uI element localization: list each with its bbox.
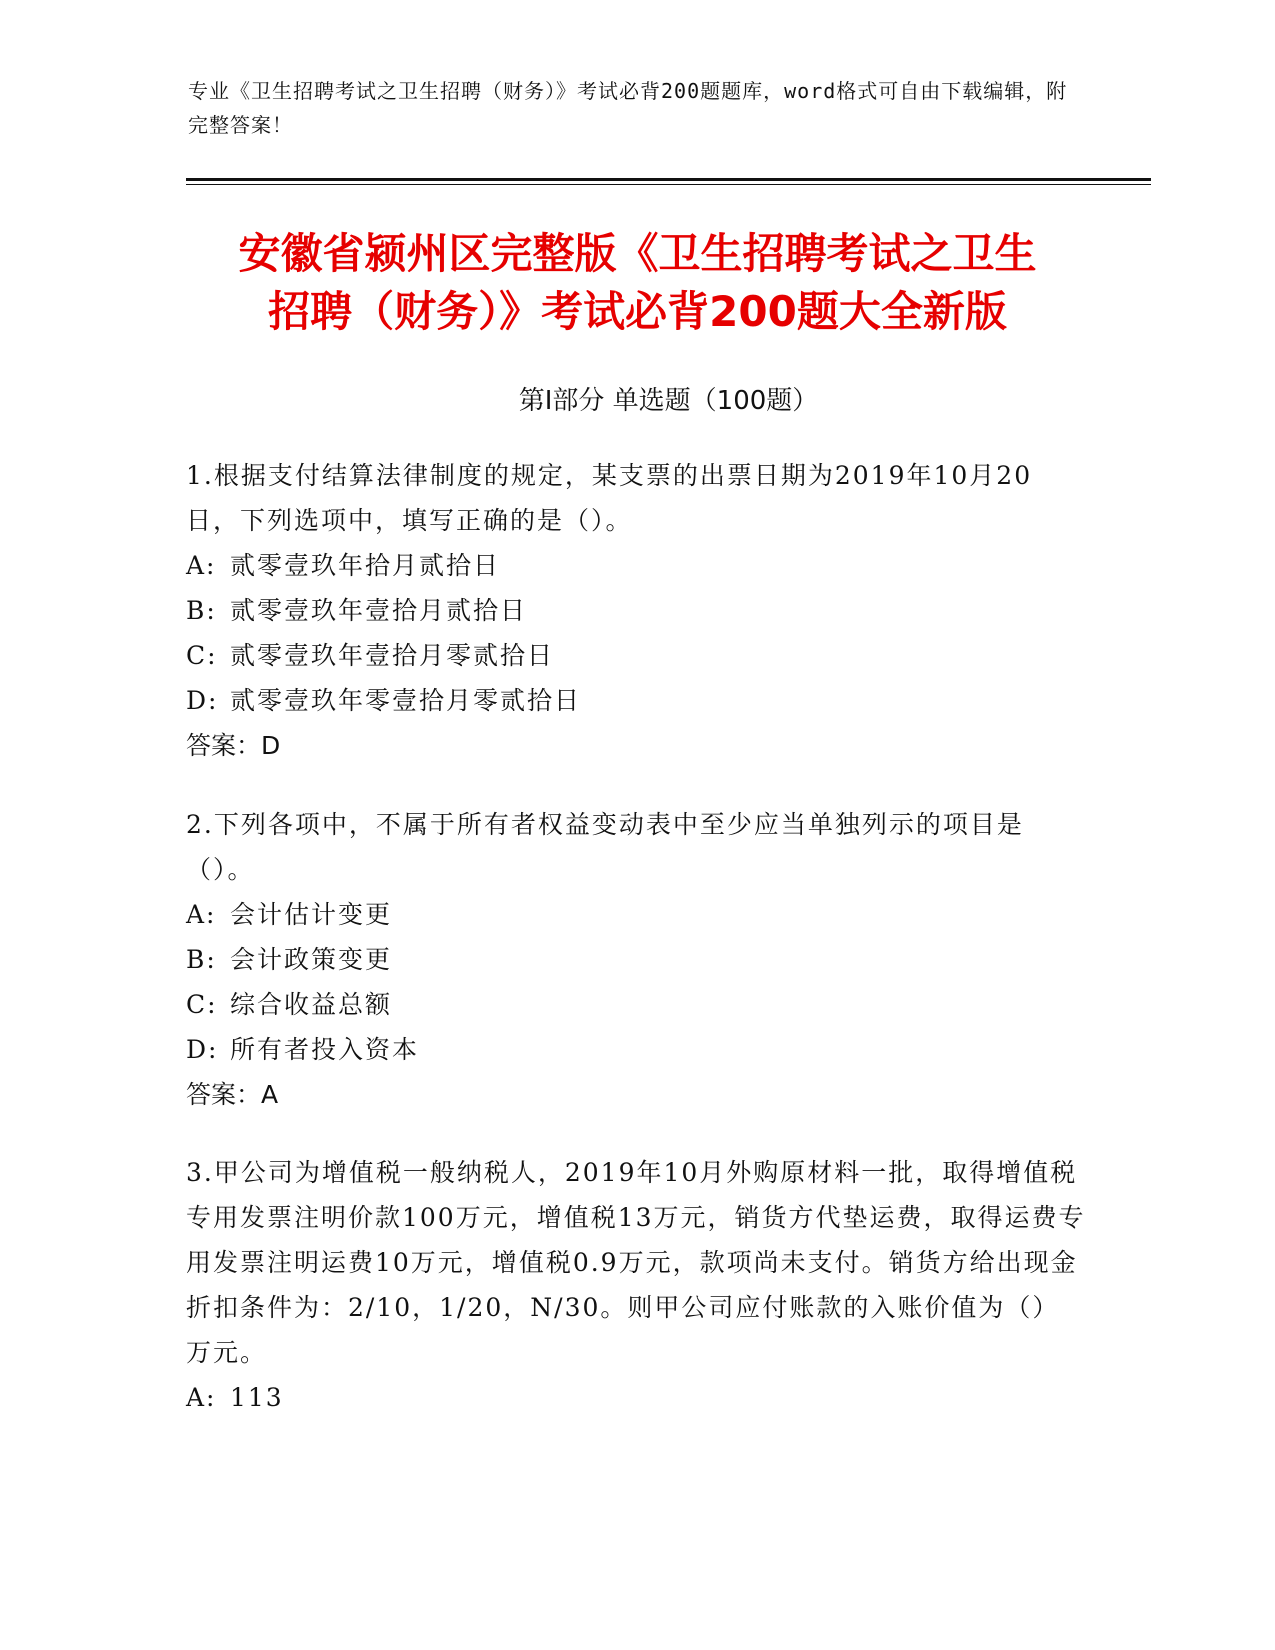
option-letter: D: [186, 1035, 219, 1064]
question-stem: 3.甲公司为增值税一般纳税人，2019年10月外购原材料一批，取得增值税专用发票注明价款100万元，增值税13万元，销货方代垫运费，取得运费专用发票注明运费10万元，增值税0.9万元，款项尚未支付。销货方给出现金折扣条件为：2/10，1/20，N/30。则甲公司应付账款的入账价值为（）万元。 [186, 1158, 1086, 1367]
option-c [186, 633, 1086, 678]
question-2 [186, 802, 1086, 1117]
option-letter: C: [186, 641, 218, 670]
option-letter: C: [186, 990, 218, 1019]
header-note: 专业《卫生招聘考试之卫生招聘（财务）》考试必背200题题库，word格式可自由下载编辑，附完整答案！ [188, 79, 1068, 137]
option-text: 贰零壹玖年零壹拾月零贰拾日 [230, 686, 582, 715]
option-a [186, 543, 1086, 588]
option-letter: B: [186, 945, 217, 974]
header-divider-thin [186, 184, 1151, 185]
option-text: 贰零壹玖年壹拾月零贰拾日 [230, 641, 555, 670]
question-stem: 1.根据支付结算法律制度的规定，某支票的出票日期为2019年10月20日，下列选项中，填写正确的是（）。 [186, 461, 1033, 535]
document-title [130, 225, 1145, 341]
question-stem: 2.下列各项中，不属于所有者权益变动表中至少应当单独列示的项目是（）。 [186, 810, 1024, 884]
question-3 [186, 1150, 1086, 1420]
option-d [186, 678, 1086, 723]
option-text: 贰零壹玖年壹拾月贰拾日 [230, 596, 528, 625]
option-letter: A: [186, 551, 217, 580]
document-title-line-2: 招聘（财务）》考试必背200题大全新版 [268, 287, 1007, 336]
question-1 [186, 453, 1086, 768]
section-title: 第Ⅰ部分 单选题（100题） [518, 386, 819, 416]
option-letter: B: [186, 596, 217, 625]
option-c [186, 982, 1086, 1027]
option-text: 会计估计变更 [230, 900, 393, 929]
option-a [186, 1375, 1086, 1420]
option-d [186, 1027, 1086, 1072]
header-divider-thick [186, 178, 1151, 181]
option-text: 综合收益总额 [230, 990, 393, 1019]
option-text: 会计政策变更 [230, 945, 393, 974]
option-letter: D: [186, 686, 219, 715]
option-letter: A: [186, 900, 217, 929]
answer-label: 答案：A [186, 1080, 279, 1109]
option-a [186, 892, 1086, 937]
option-text: 113 [230, 1383, 284, 1412]
option-b [186, 588, 1086, 633]
option-text: 贰零壹玖年拾月贰拾日 [230, 551, 501, 580]
document-title-line-1: 安徽省颍州区完整版《卫生招聘考试之卫生 [238, 229, 1037, 278]
option-text: 所有者投入资本 [230, 1035, 420, 1064]
option-letter: A: [186, 1383, 217, 1412]
answer-label: 答案：D [186, 731, 281, 760]
option-b [186, 937, 1086, 982]
